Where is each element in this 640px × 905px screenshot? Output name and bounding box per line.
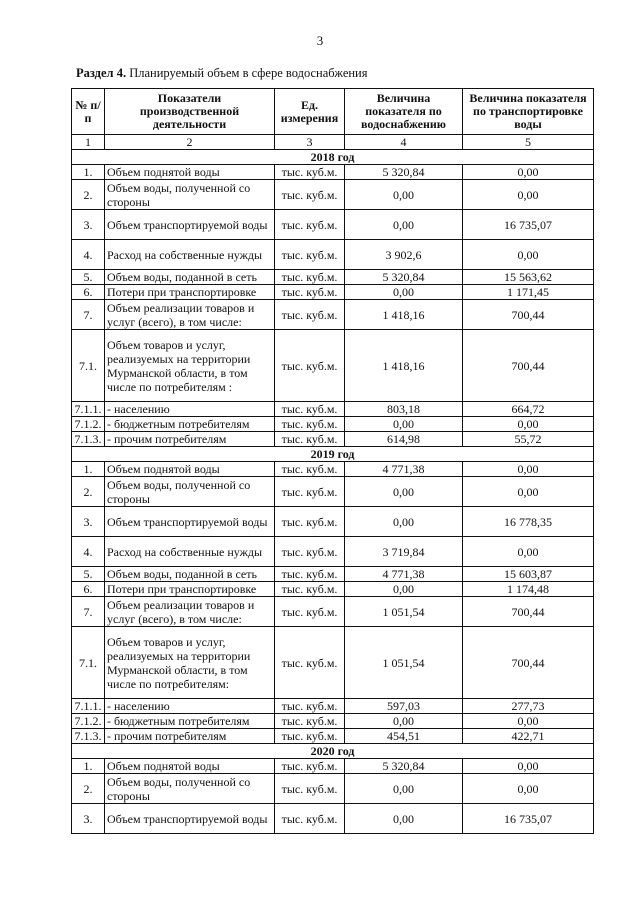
- table-row: [72, 477, 594, 507]
- row-water-supply-value: 454,51: [345, 729, 463, 744]
- row-number: 7.1.1.: [72, 402, 105, 417]
- row-water-supply-value: 0,00: [345, 804, 463, 834]
- row-water-supply-value: 0,00: [345, 714, 463, 729]
- row-water-supply-value: 0,00: [345, 417, 463, 432]
- row-transportation-value: 0,00: [463, 759, 594, 774]
- row-transportation-value: 664,72: [463, 402, 594, 417]
- row-unit: тыс. куб.м.: [275, 582, 345, 597]
- column-number: 5: [463, 135, 594, 150]
- row-unit: тыс. куб.м.: [275, 210, 345, 240]
- row-indicator: Объем товаров и услуг, реализуемых на территории Мурманской области, в том числе по потребителям:: [105, 627, 275, 699]
- row-number: 2.: [72, 477, 105, 507]
- row-water-supply-value: 5 320,84: [345, 165, 463, 180]
- row-unit: тыс. куб.м.: [275, 402, 345, 417]
- table-row: [72, 462, 594, 477]
- row-unit: тыс. куб.м.: [275, 774, 345, 804]
- row-water-supply-value: 4 771,38: [345, 462, 463, 477]
- header-unit: Ед. измерения: [275, 89, 345, 135]
- table-row: [72, 240, 594, 270]
- row-unit: тыс. куб.м.: [275, 714, 345, 729]
- row-transportation-value: 55,72: [463, 432, 594, 447]
- column-number: 2: [105, 135, 275, 150]
- row-water-supply-value: 0,00: [345, 774, 463, 804]
- row-indicator: Потери при транспортировке: [105, 285, 275, 300]
- row-number: 3.: [72, 507, 105, 537]
- row-number: 7.1.2.: [72, 417, 105, 432]
- row-unit: тыс. куб.м.: [275, 699, 345, 714]
- table-row: [72, 804, 594, 834]
- row-indicator: Объем реализации товаров и услуг (всего), в том числе:: [105, 300, 275, 330]
- row-transportation-value: 16 735,07: [463, 804, 594, 834]
- row-water-supply-value: 1 051,54: [345, 627, 463, 699]
- row-indicator: Объем воды, полученной со стороны: [105, 477, 275, 507]
- row-transportation-value: 0,00: [463, 462, 594, 477]
- row-number: 2.: [72, 180, 105, 210]
- header-row: [72, 89, 594, 135]
- row-indicator: Объем транспортируемой воды: [105, 210, 275, 240]
- row-water-supply-value: 3 719,84: [345, 537, 463, 567]
- section-label: Раздел 4.: [76, 66, 127, 80]
- table-row: [72, 774, 594, 804]
- row-transportation-value: 0,00: [463, 165, 594, 180]
- row-unit: тыс. куб.м.: [275, 477, 345, 507]
- row-indicator: - бюджетным потребителям: [105, 417, 275, 432]
- row-water-supply-value: 614,98: [345, 432, 463, 447]
- row-indicator: Объем транспортируемой воды: [105, 507, 275, 537]
- row-water-supply-value: 5 320,84: [345, 270, 463, 285]
- row-water-supply-value: 0,00: [345, 210, 463, 240]
- row-transportation-value: 700,44: [463, 330, 594, 402]
- row-transportation-value: 700,44: [463, 300, 594, 330]
- row-number: 1.: [72, 759, 105, 774]
- row-indicator: - бюджетным потребителям: [105, 714, 275, 729]
- row-indicator: Объем поднятой воды: [105, 165, 275, 180]
- row-water-supply-value: 597,03: [345, 699, 463, 714]
- table-row: [72, 582, 594, 597]
- row-indicator: Объем поднятой воды: [105, 759, 275, 774]
- row-transportation-value: 422,71: [463, 729, 594, 744]
- row-indicator: - населению: [105, 699, 275, 714]
- table-row: [72, 300, 594, 330]
- row-transportation-value: 277,73: [463, 699, 594, 714]
- water-supply-table: [71, 88, 594, 834]
- row-unit: тыс. куб.м.: [275, 627, 345, 699]
- row-unit: тыс. куб.м.: [275, 330, 345, 402]
- row-unit: тыс. куб.м.: [275, 597, 345, 627]
- row-unit: тыс. куб.м.: [275, 537, 345, 567]
- table-row: [72, 402, 594, 417]
- row-number: 6.: [72, 582, 105, 597]
- row-number: 7.: [72, 597, 105, 627]
- row-water-supply-value: 0,00: [345, 507, 463, 537]
- row-unit: тыс. куб.м.: [275, 729, 345, 744]
- row-water-supply-value: 0,00: [345, 582, 463, 597]
- row-unit: тыс. куб.м.: [275, 417, 345, 432]
- row-indicator: - населению: [105, 402, 275, 417]
- row-indicator: Объем воды, полученной со стороны: [105, 774, 275, 804]
- row-indicator: - прочим потребителям: [105, 432, 275, 447]
- row-number: 7.1.3.: [72, 432, 105, 447]
- row-water-supply-value: 5 320,84: [345, 759, 463, 774]
- table-row: [72, 165, 594, 180]
- row-indicator: Объем реализации товаров и услуг (всего), в том числе:: [105, 597, 275, 627]
- row-indicator: Расход на собственные нужды: [105, 240, 275, 270]
- row-transportation-value: 0,00: [463, 714, 594, 729]
- table-row: [72, 507, 594, 537]
- row-indicator: Расход на собственные нужды: [105, 537, 275, 567]
- year-label: 2018 год: [72, 150, 594, 165]
- page-number: 3: [316, 33, 324, 48]
- row-transportation-value: 16 735,07: [463, 210, 594, 240]
- year-row: [72, 744, 594, 759]
- section-title: [76, 66, 368, 81]
- row-number: 4.: [72, 240, 105, 270]
- row-unit: тыс. куб.м.: [275, 270, 345, 285]
- table-row: [72, 699, 594, 714]
- row-indicator: Объем транспортируемой воды: [105, 804, 275, 834]
- row-number: 4.: [72, 537, 105, 567]
- row-number: 7.: [72, 300, 105, 330]
- table-row: [72, 432, 594, 447]
- row-water-supply-value: 1 051,54: [345, 597, 463, 627]
- table-row: [72, 597, 594, 627]
- row-water-supply-value: 803,18: [345, 402, 463, 417]
- table-row: [72, 210, 594, 240]
- row-number: 1.: [72, 165, 105, 180]
- table-row: [72, 285, 594, 300]
- row-number: 1.: [72, 462, 105, 477]
- column-number: 3: [275, 135, 345, 150]
- row-number: 5.: [72, 270, 105, 285]
- row-unit: тыс. куб.м.: [275, 567, 345, 582]
- row-indicator: - прочим потребителям: [105, 729, 275, 744]
- row-indicator: Объем воды, поданной в сеть: [105, 567, 275, 582]
- row-number: 7.1.1.: [72, 699, 105, 714]
- row-transportation-value: 0,00: [463, 477, 594, 507]
- row-water-supply-value: 1 418,16: [345, 300, 463, 330]
- row-transportation-value: 0,00: [463, 240, 594, 270]
- row-transportation-value: 0,00: [463, 774, 594, 804]
- row-number: 7.1.: [72, 330, 105, 402]
- year-row: [72, 447, 594, 462]
- table-row: [72, 417, 594, 432]
- row-number: 7.1.2.: [72, 714, 105, 729]
- row-unit: тыс. куб.м.: [275, 180, 345, 210]
- row-indicator: Объем товаров и услуг, реализуемых на территории Мурманской области, в том числе по потребителям :: [105, 330, 275, 402]
- column-number: 4: [345, 135, 463, 150]
- table-row: [72, 180, 594, 210]
- row-transportation-value: 700,44: [463, 597, 594, 627]
- row-unit: тыс. куб.м.: [275, 462, 345, 477]
- row-indicator: Объем воды, поданной в сеть: [105, 270, 275, 285]
- row-number: 7.1.: [72, 627, 105, 699]
- year-label: 2020 год: [72, 744, 594, 759]
- row-transportation-value: 0,00: [463, 537, 594, 567]
- table-body: [72, 135, 594, 834]
- row-number: 6.: [72, 285, 105, 300]
- header-water-supply: Величина показателя по водоснабжению: [345, 89, 463, 135]
- header-number: № п/п: [72, 89, 105, 135]
- row-transportation-value: 1 171,45: [463, 285, 594, 300]
- row-unit: тыс. куб.м.: [275, 804, 345, 834]
- row-transportation-value: 700,44: [463, 627, 594, 699]
- row-transportation-value: 0,00: [463, 180, 594, 210]
- row-transportation-value: 15 563,62: [463, 270, 594, 285]
- row-number: 3.: [72, 210, 105, 240]
- row-transportation-value: 1 174,48: [463, 582, 594, 597]
- row-indicator: Объем воды, полученной со стороны: [105, 180, 275, 210]
- table-row: [72, 567, 594, 582]
- column-number: 1: [72, 135, 105, 150]
- year-label: 2019 год: [72, 447, 594, 462]
- table-row: [72, 729, 594, 744]
- row-transportation-value: 16 778,35: [463, 507, 594, 537]
- row-unit: тыс. куб.м.: [275, 300, 345, 330]
- row-transportation-value: 15 603,87: [463, 567, 594, 582]
- table-row: [72, 270, 594, 285]
- row-unit: тыс. куб.м.: [275, 285, 345, 300]
- row-water-supply-value: 4 771,38: [345, 567, 463, 582]
- header-indicator: Показатели производственной деятельности: [105, 89, 275, 135]
- row-water-supply-value: 0,00: [345, 180, 463, 210]
- year-row: [72, 150, 594, 165]
- row-unit: тыс. куб.м.: [275, 165, 345, 180]
- table-row: [72, 537, 594, 567]
- row-water-supply-value: 0,00: [345, 477, 463, 507]
- row-water-supply-value: 3 902,6: [345, 240, 463, 270]
- row-water-supply-value: 0,00: [345, 285, 463, 300]
- row-number: 7.1.3.: [72, 729, 105, 744]
- row-indicator: Потери при транспортировке: [105, 582, 275, 597]
- row-unit: тыс. куб.м.: [275, 507, 345, 537]
- row-unit: тыс. куб.м.: [275, 240, 345, 270]
- table-row: [72, 714, 594, 729]
- row-number: 5.: [72, 567, 105, 582]
- table-row: [72, 330, 594, 402]
- row-number: 2.: [72, 774, 105, 804]
- row-indicator: Объем поднятой воды: [105, 462, 275, 477]
- table-row: [72, 627, 594, 699]
- row-water-supply-value: 1 418,16: [345, 330, 463, 402]
- table-row: [72, 759, 594, 774]
- row-unit: тыс. куб.м.: [275, 432, 345, 447]
- row-transportation-value: 0,00: [463, 417, 594, 432]
- header-transportation: Величина показателя по транспортировке воды: [463, 89, 594, 135]
- row-number: 3.: [72, 804, 105, 834]
- column-number-row: [72, 135, 594, 150]
- row-unit: тыс. куб.м.: [275, 759, 345, 774]
- section-text: Планируемый объем в сфере водоснабжения: [126, 66, 368, 80]
